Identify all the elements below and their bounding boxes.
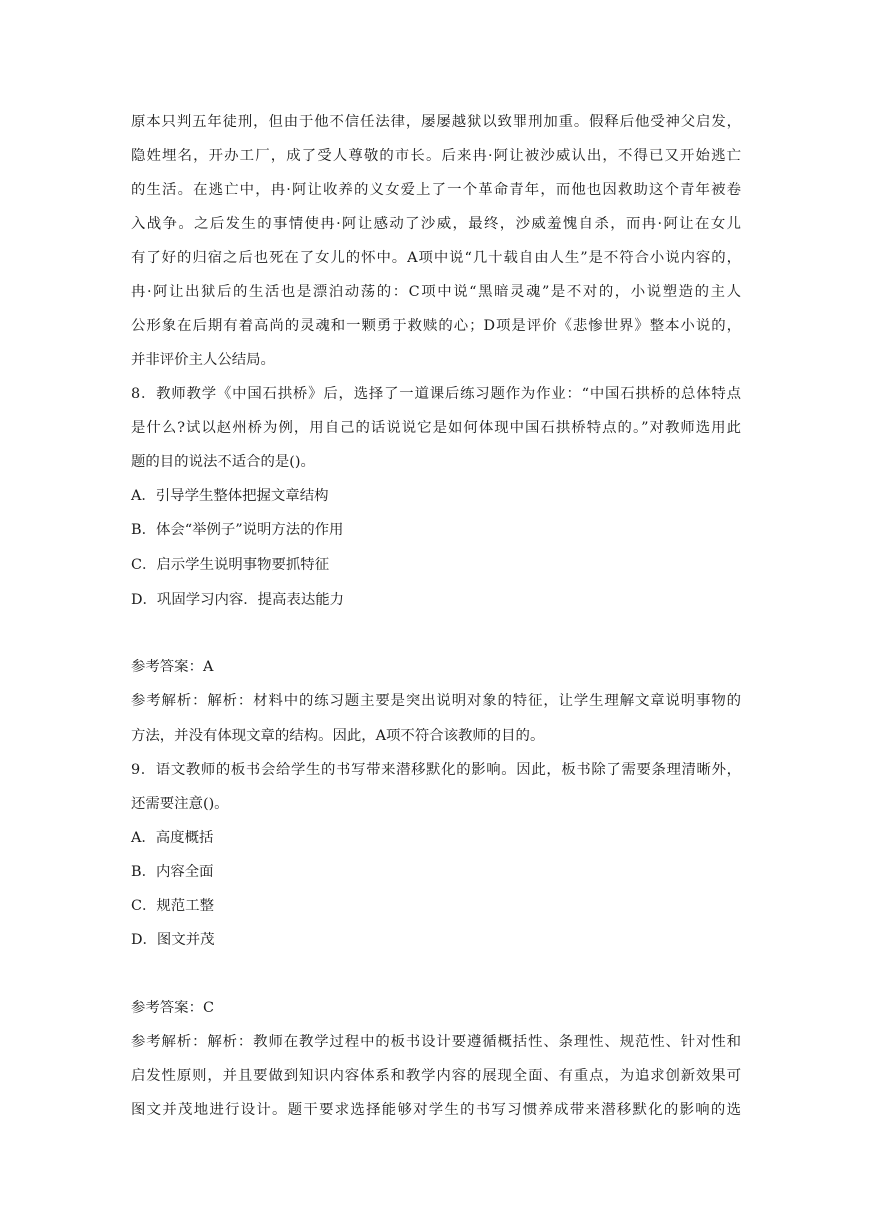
question-8-option-b: B．体会“举例子”说明方法的作用	[131, 522, 344, 538]
question-9-stem: 还需要注意()。	[131, 796, 229, 812]
analysis-line: 隐姓埋名，开办工厂，成了受人尊敬的市长。后来冉·阿让被沙威认出，不得已又开始逃亡	[131, 148, 741, 164]
analysis-line: 冉·阿让出狱后的生活也是漂泊动荡的：C项中说“黑暗灵魂”是不对的，小说塑造的主人	[131, 284, 741, 300]
analysis-line: 公形象在后期有着高尚的灵魂和一颗勇于救赎的心；D项是评价《悲惨世界》整本小说的，	[131, 318, 741, 334]
question-8-answer: 参考答案：A	[131, 659, 214, 675]
question-8-option-a: A．引导学生整体把握文章结构	[131, 488, 329, 504]
analysis-line: 入战争。之后发生的事情使冉·阿让感动了沙威，最终，沙威羞愧自杀，而冉·阿让在女儿	[131, 216, 741, 232]
analysis-line: 并非评价主人公结局。	[131, 352, 275, 368]
question-9-option-b: B．内容全面	[131, 864, 214, 880]
analysis-line: 有了好的归宿之后也死在了女儿的怀中。A项中说“几十载自由人生”是不符合小说内容的，	[131, 250, 741, 266]
question-8-analysis: 方法，并没有体现文章的结构。因此，A项不符合该教师的目的。	[131, 728, 545, 744]
question-9-option-d: D．图文并茂	[131, 932, 215, 948]
question-8-option-d: D．巩固学习内容．提高表达能力	[131, 592, 345, 608]
question-9-option-a: A．高度概括	[131, 830, 214, 846]
question-9-analysis: 启发性原则，并且要做到知识内容体系和教学内容的展现全面、有重点，为追求创新效果可	[131, 1068, 741, 1084]
question-8-analysis: 参考解析：解析：材料中的练习题主要是突出说明对象的特征，让学生理解文章说明事物的	[131, 693, 741, 709]
question-9-answer: 参考答案：C	[131, 1000, 214, 1016]
question-8-stem: 8．教师教学《中国石拱桥》后，选择了一道课后练习题作为作业：“中国石拱桥的总体特点	[131, 386, 741, 402]
question-9-option-c: C．规范工整	[131, 898, 214, 914]
question-8-stem: 题的目的说法不适合的是()。	[131, 454, 315, 470]
analysis-line: 原本只判五年徒刑，但由于他不信任法律，屡屡越狱以致罪刑加重。假释后他受神父启发，	[131, 114, 741, 130]
question-8-option-c: C．启示学生说明事物要抓特征	[131, 557, 330, 573]
question-9-analysis: 参考解析：解析：教师在教学过程中的板书设计要遵循概括性、条理性、规范性、针对性和	[131, 1034, 741, 1050]
question-8-stem: 是什么?试以赵州桥为例，用自己的话说说它是如何体现中国石拱桥特点的。”对教师选用此	[131, 420, 741, 436]
analysis-line: 的生活。在逃亡中，冉·阿让收养的义女爱上了一个革命青年，而他也因救助这个青年被卷	[131, 182, 741, 198]
question-9-analysis: 图文并茂地进行设计。题干要求选择能够对学生的书写习惯养成带来潜移默化的影响的选	[131, 1102, 741, 1118]
question-9-stem: 9．语文教师的板书会给学生的书写带来潜移默化的影响。因此，板书除了需要条理清晰外，	[131, 762, 741, 778]
